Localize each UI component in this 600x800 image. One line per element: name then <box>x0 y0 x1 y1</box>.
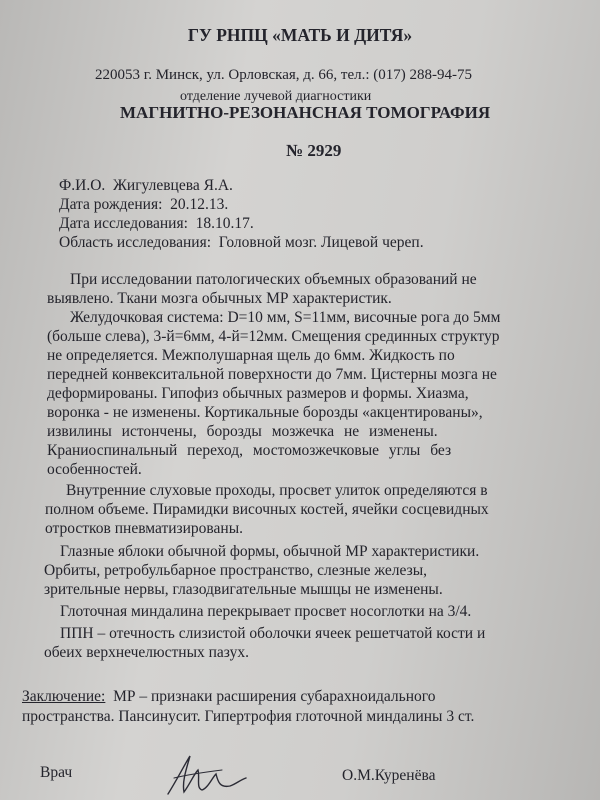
conclusion-text-1: МР – признаки расширения субарахноидального <box>113 688 436 705</box>
body-line: Орбиты, ретробульбарное пространство, слезные железы, <box>44 562 428 579</box>
exam-date-label: Дата исследования: <box>59 215 188 232</box>
body-line: полном объеме. Пирамидки височных костей, ячейки сосцевидных <box>45 501 489 518</box>
doctor-signature-icon <box>160 748 250 800</box>
body-line: извилины истончены, борозды мозжечка не изменены. <box>47 423 438 440</box>
body-line: деформированы. Гипофиз обычных размеров и формы. Хиазма, <box>47 385 469 402</box>
body-line: Краниоспинальный переход, мостомозжечковые углы без <box>47 442 452 459</box>
patient-dob-value: 20.12.13. <box>170 196 229 213</box>
conclusion-text-2: пространства. Пансинусит. Гипертрофия глоточной миндалины 3 ст. <box>22 708 475 725</box>
body-line: выявлено. Ткани мозга обычных МР характеристик. <box>47 290 392 307</box>
patient-name-row <box>59 178 233 194</box>
exam-date-value: 18.10.17. <box>195 215 254 232</box>
doctor-label: Врач <box>40 764 73 781</box>
body-line: (больше слева), 3-й=6мм, 4-й=12мм. Смещения срединных структур <box>47 328 500 345</box>
body-line: Глазные яблоки обычной формы, обычной МР характеристики. <box>60 543 480 560</box>
body-line: особенностей. <box>47 461 142 478</box>
exam-area-value: Головной мозг. Лицевой череп. <box>218 234 424 251</box>
body-line: При исследовании патологических объемных образований не <box>70 271 477 288</box>
body-line: Желудочковая система: D=10 мм, S=11мм, височные рога до 5мм <box>70 309 501 326</box>
exam-date-row <box>59 216 254 232</box>
institution-address: 220053 г. Минск, ул. Орловская, д. 66, тел.: (017) 288-94-75 <box>95 67 472 83</box>
modality-title: МАГНИТНО-РЕЗОНАНСНАЯ ТОМОГРАФИЯ <box>120 103 491 122</box>
patient-dob-row <box>59 197 228 213</box>
doctor-name: О.М.Куренёва <box>342 767 436 784</box>
department-name: отделение лучевой диагностики <box>180 89 372 104</box>
patient-name-label: Ф.И.О. <box>59 177 106 194</box>
exam-area-row <box>59 235 424 251</box>
conclusion-label: Заключение: <box>22 688 106 705</box>
conclusion-line-1 <box>22 689 436 705</box>
body-line: воронка - не изменены. Кортикальные борозды «акцентированы», <box>47 404 483 421</box>
patient-dob-label: Дата рождения: <box>59 196 163 213</box>
body-line: ППН – отечность слизистой оболочки ячеек решетчатой кости и <box>60 625 486 642</box>
exam-area-label: Область исследования: <box>59 234 212 251</box>
patient-name-value: Жигулевцева Я.А. <box>113 177 233 194</box>
body-line: не определяется. Межполушарная щель до 6мм. Жидкость по <box>47 347 455 364</box>
body-line: зрительные нервы, глазодвигательные мышцы не изменены. <box>44 581 443 598</box>
body-line: обеих верхнечелюстных пазух. <box>44 644 249 661</box>
body-line: передней конвекситальной поверхности до 7мм. Цистерны мозга не <box>47 366 497 383</box>
body-line: Внутренние слуховые проходы, просвет улиток определяются в <box>66 482 488 499</box>
report-number: № 2929 <box>286 141 342 160</box>
body-line: Глоточная миндалина перекрывает просвет носоглотки на 3/4. <box>60 603 472 620</box>
institution-title: ГУ РНПЦ «МАТЬ И ДИТЯ» <box>187 25 413 45</box>
body-line: отростков пневматизированы. <box>45 520 244 537</box>
